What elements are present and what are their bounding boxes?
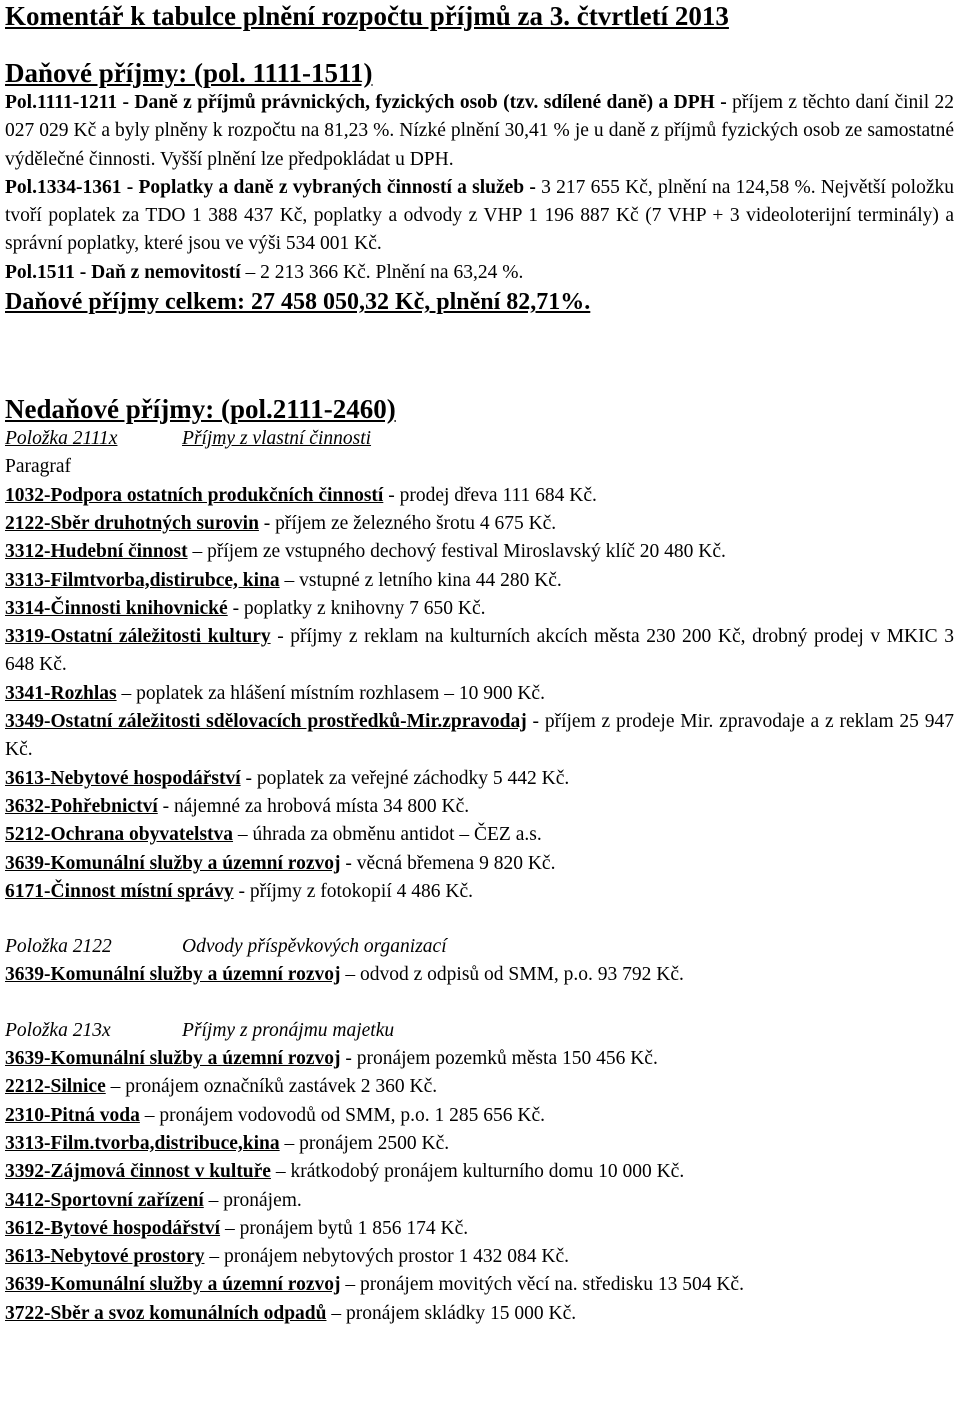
nontax-income-heading: Nedaňové příjmy: (pol.2111-2460)	[5, 394, 396, 425]
item-label: 3639-Komunální služby a územní rozvoj	[5, 1274, 341, 1296]
item-text: – poplatek za hlášení místním rozhlasem – 10 900 Kč.	[116, 682, 545, 704]
list-item	[5, 1271, 954, 1299]
item-label: 3613-Nebytové hospodářství	[5, 767, 241, 789]
list-item	[5, 821, 954, 849]
item-text: - příjem ze železného šrotu 4 675 Kč.	[258, 512, 557, 534]
tax-paragraph-1511	[5, 259, 954, 287]
list-item	[5, 595, 954, 623]
item-text: - nájemné za hrobová místa 34 800 Kč.	[157, 795, 470, 817]
item-label: 3313-Filmtvorba,distirubce, kina	[5, 569, 280, 591]
item-label: 3392-Zájmová činnost v kultuře	[5, 1161, 271, 1183]
list-item	[5, 1243, 954, 1271]
list-item	[5, 1045, 954, 1073]
item-text: – pronájem skládky 15 000 Kč.	[326, 1302, 577, 1324]
item-text: – krátkodobý pronájem kulturního domu 10 000 Kč.	[270, 1161, 685, 1183]
list-item	[5, 878, 954, 906]
item-text: – pronájem movitých věcí na. středisku 13 504 Kč.	[340, 1274, 744, 1296]
section-code: Položka 2122	[5, 936, 112, 958]
item-label: 3612-Bytové hospodářství	[5, 1217, 221, 1239]
list-item	[5, 510, 954, 538]
item-label: 3639-Komunální služby a územní rozvoj	[5, 964, 341, 986]
item-label: 3639-Komunální služby a územní rozvoj	[5, 1048, 341, 1070]
item-text: – odvod z odpisů od SMM, p.o. 93 792 Kč.	[340, 964, 684, 986]
item-label: 3314-Činnosti knihovnické	[5, 597, 228, 619]
item-text: – příjem ze vstupného dechový festival Miroslavský klíč 20 480 Kč.	[187, 541, 726, 563]
list-item	[5, 765, 954, 793]
list-item	[5, 1215, 954, 1243]
tax-code-1511: Pol.1511 - Daň z nemovitostí	[5, 261, 241, 283]
item-text: – pronájem nebytových prostor 1 432 084 Kč.	[204, 1246, 569, 1268]
list-item	[5, 1187, 954, 1215]
list-item	[5, 538, 954, 566]
list-item	[5, 567, 954, 595]
tax-total: Daňové příjmy celkem: 27 458 050,32 Kč, plnění 82,71%.	[5, 289, 591, 316]
item-text: - příjmy z reklam na kulturních akcích města 230 200 Kč, drobný prodej v MKIC 3 648 Kč.	[5, 626, 954, 676]
section-heading-213x	[5, 1017, 954, 1045]
list-item	[5, 850, 954, 878]
item-label: 3341-Rozhlas	[5, 682, 117, 704]
tax-paragraph-1111	[5, 89, 954, 174]
list-item	[5, 793, 954, 821]
item-label: 3313-Film.tvorba,distribuce,kina	[5, 1132, 280, 1154]
list-item	[5, 708, 954, 765]
tax-text-1334: 3 217 655 Kč, plnění na 124,58 %. Největší položku tvoří poplatek za TDO 1 388 437 Kč, poplatky a odvody z VHP 1 196 887 Kč (7 VHP + 3 videoloterijní terminály) a správní poplatky, které jsou ve výši 534 001 Kč.	[5, 176, 954, 255]
item-text: - poplatek za veřejné záchodky 5 442 Kč.	[240, 767, 570, 789]
tax-code-1111: Pol.1111-1211 - Daně z příjmů právnických, fyzických osob (tzv. sdílené daně) a DPH -	[5, 92, 727, 113]
list-item	[5, 1158, 954, 1186]
section-name: Odvody příspěvkových organizací	[182, 936, 447, 958]
tax-paragraph-1334	[5, 174, 954, 259]
tax-income-heading: Daňové příjmy: (pol. 1111-1511)	[5, 58, 373, 88]
list-item	[5, 482, 954, 510]
spacer	[5, 906, 954, 933]
item-text: - příjmy z fotokopií 4 486 Kč.	[233, 880, 474, 902]
document-title: Komentář k tabulce plnění rozpočtu příjmů za 3. čtvrtletí 2013	[5, 1, 729, 31]
item-text: - prodej dřeva 111 684 Kč.	[383, 484, 597, 506]
item-label: 6171-Činnost místní správy	[5, 880, 234, 902]
item-label: 3349-Ostatní záležitosti sdělovacích prostředků-Mir.zpravodaj	[5, 711, 527, 733]
list-item	[5, 623, 954, 680]
item-label: 2212-Silnice	[5, 1076, 106, 1098]
item-label: 3613-Nebytové prostory	[5, 1246, 205, 1268]
item-label: 5212-Ochrana obyvatelstva	[5, 824, 234, 846]
item-text: – úhrada za obměnu antidot – ČEZ a.s.	[233, 824, 542, 846]
item-label: 1032-Podpora ostatních produkčních činností	[5, 484, 384, 506]
section-name: Příjmy z vlastní činnosti	[182, 428, 372, 450]
item-text: – pronájem 2500 Kč.	[279, 1132, 450, 1154]
list-item	[5, 1300, 954, 1328]
item-text: – pronájem.	[203, 1189, 302, 1211]
section-heading-2111x	[5, 425, 954, 453]
paragraf-label: Paragraf	[5, 456, 72, 478]
item-text: - příjem z prodeje Mir. zpravodaje a z reklam 25 947 Kč.	[5, 711, 954, 761]
tax-code-1334: Pol.1334-1361 - Poplatky a daně z vybraných činností a služeb -	[5, 176, 536, 198]
item-text: - věcná břemena 9 820 Kč.	[340, 852, 556, 874]
section-code: Položka 213x	[5, 1019, 111, 1041]
tax-text-1511: – 2 213 366 Kč. Plnění na 63,24 %.	[240, 261, 524, 283]
item-label: 3312-Hudební činnost	[5, 541, 188, 563]
item-label: 3722-Sběr a svoz komunálních odpadů	[5, 1302, 327, 1324]
list-item	[5, 1073, 954, 1101]
item-label: 3632-Pohřebnictví	[5, 795, 158, 817]
item-label: 2122-Sběr druhotných surovin	[5, 512, 259, 534]
section-name: Příjmy z pronájmu majetku	[182, 1019, 395, 1041]
item-label: 3639-Komunální služby a územní rozvoj	[5, 852, 341, 874]
item-label: 3319-Ostatní záležitosti kultury	[5, 626, 271, 648]
spacer	[5, 990, 954, 1017]
item-text: - pronájem pozemků města 150 456 Kč.	[340, 1048, 658, 1070]
item-text: – pronájem bytů 1 856 174 Kč.	[220, 1217, 469, 1239]
item-label: 2310-Pitná voda	[5, 1104, 140, 1126]
item-text: – pronájem vodovodů od SMM, p.o. 1 285 656 Kč.	[139, 1104, 546, 1126]
list-item	[5, 1130, 954, 1158]
item-text: - poplatky z knihovny 7 650 Kč.	[227, 597, 486, 619]
list-item	[5, 961, 954, 989]
tax-text-1111: příjem z těchto daní činil 22 027 029 Kč a byly plněny k rozpočtu na 81,23 %. Nízké plnění 30,41 % je u daně z příjmů fyzických osob ze samostatné výdělečné činnosti. Vyšší plnění lze předpokládat u DPH.	[5, 92, 955, 170]
item-text: – pronájem označníků zastávek 2 360 Kč.	[105, 1076, 438, 1098]
item-text: – vstupné z letního kina 44 280 Kč.	[279, 569, 562, 591]
list-item	[5, 1102, 954, 1130]
section-heading-2122	[5, 933, 954, 961]
item-label: 3412-Sportovní zařízení	[5, 1189, 204, 1211]
section-code: Položka 2111x	[5, 428, 118, 450]
list-item	[5, 680, 954, 708]
